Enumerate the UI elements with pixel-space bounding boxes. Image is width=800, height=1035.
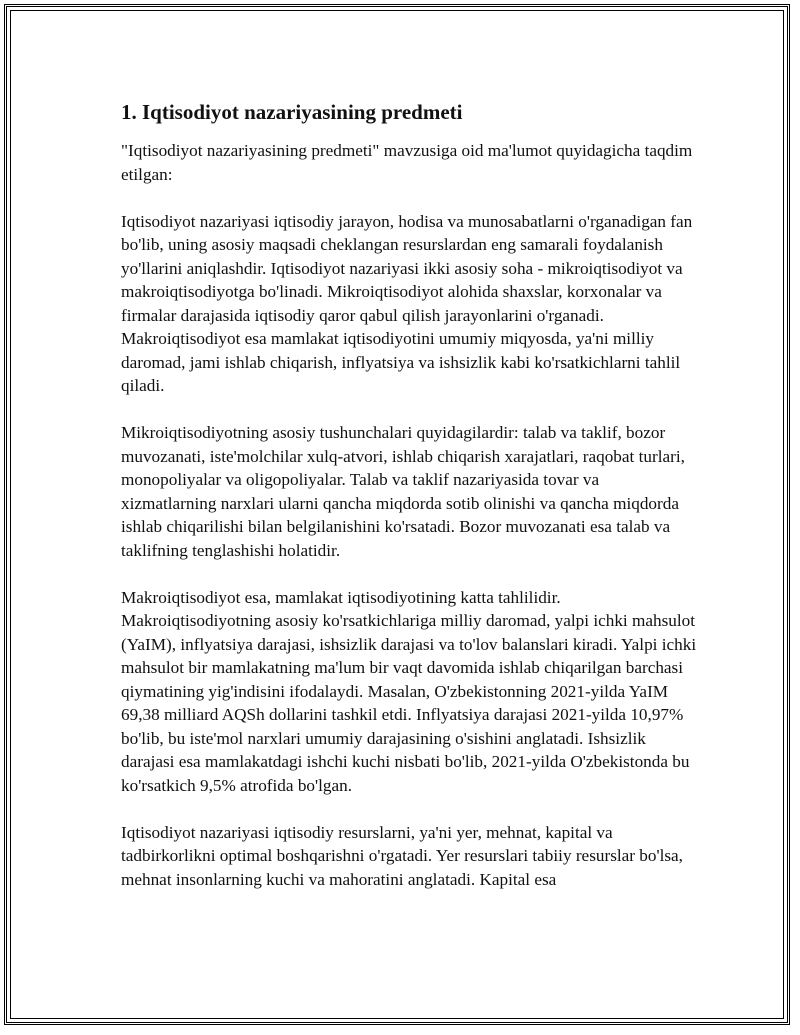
document-body <box>121 99 697 915</box>
paragraph-resources: Iqtisodiyot nazariyasi iqtisodiy resurslarni, ya'ni yer, mehnat, kapital va tadbirkorlikni optimal boshqarishni o'rgatadi. Yer resurslari tabiiy resurslar bo'lsa, mehnat insonlarning kuchi va mahoratini anglatadi. Kapital esa <box>121 822 683 889</box>
paragraph-intro: "Iqtisodiyot nazariyasining predmeti" mavzusiga oid ma'lumot quyidagicha taqdim etilgan: <box>121 141 693 184</box>
paragraph-microeconomics: Mikroiqtisodiyotning asosiy tushunchalari quyidagilardir: talab va taklif, bozor muvozanati, iste'molchilar xulq-atvori, ishlab chiqarish xarajatlari, raqobat turlari, monopoliyalar va oligopoliyalar. Talab va taklif nazariyasida tovar va xizmatlarning narxlari ularni qancha miqdorda sotib olinishi va qancha miqdorda ishlab chiqarilishi bilan belgilanishini ko'rsatadi. Bozor muvozanati esa talab va taklifning tenglashishi holatidir. <box>121 423 685 560</box>
page-frame <box>4 4 790 1025</box>
paragraph-macroeconomics: Makroiqtisodiyot esa, mamlakat iqtisodiyotining katta tahlilidir. Makroiqtisodiyotning asosiy ko'rsatkichlariga milliy daromad, yalpi ichki mahsulot (YaIM), inflyatsiya darajasi, ishsizlik darajasi va to'lov balanslari kiradi. Yalpi ichki mahsulot bir mamlakatning ma'lum bir vaqt davomida ishlab chiqarilgan barchasi qiymatining yig'indisini ifodalaydi. Masalan, O'zbekistonning 2021-yilda YaIM 69,38 milliard AQSh dollarini tashkil etdi. Inflyatsiya darajasi 2021-yilda 10,97% bo'lib, bu iste'mol narxlari umumiy darajasining o'sishini anglatadi. Ishsizlik darajasi esa mamlakatdagi ishchi kuchi nisbati bo'lib, 2021-yilda O'zbekistonda bu ko'rsatkich 9,5% atrofida bo'lgan. <box>121 587 697 795</box>
section-heading: 1. Iqtisodiyot nazariyasining predmeti <box>121 100 463 124</box>
paragraph-definition: Iqtisodiyot nazariyasi iqtisodiy jarayon, hodisa va munosabatlarni o'rganadigan fan bo'lib, uning asosiy maqsadi cheklangan resurslardan eng samarali foydalanish yo'llarini aniqlashdir. Iqtisodiyot nazariyasi ikki asosiy soha - mikroiqtisodiyot va makroiqtisodiyotga bo'linadi. Mikroiqtisodiyot alohida shaxslar, korxonalar va firmalar darajasida iqtisodiy qaror qabul qilish jarayonlarini o'rganadi. Makroiqtisodiyot esa mamlakat iqtisodiyotini umumiy miqyosda, ya'ni milliy daromad, jami ishlab chiqarish, inflyatsiya va ishsizlik kabi ko'rsatkichlarni tahlil qiladi. <box>121 211 693 395</box>
